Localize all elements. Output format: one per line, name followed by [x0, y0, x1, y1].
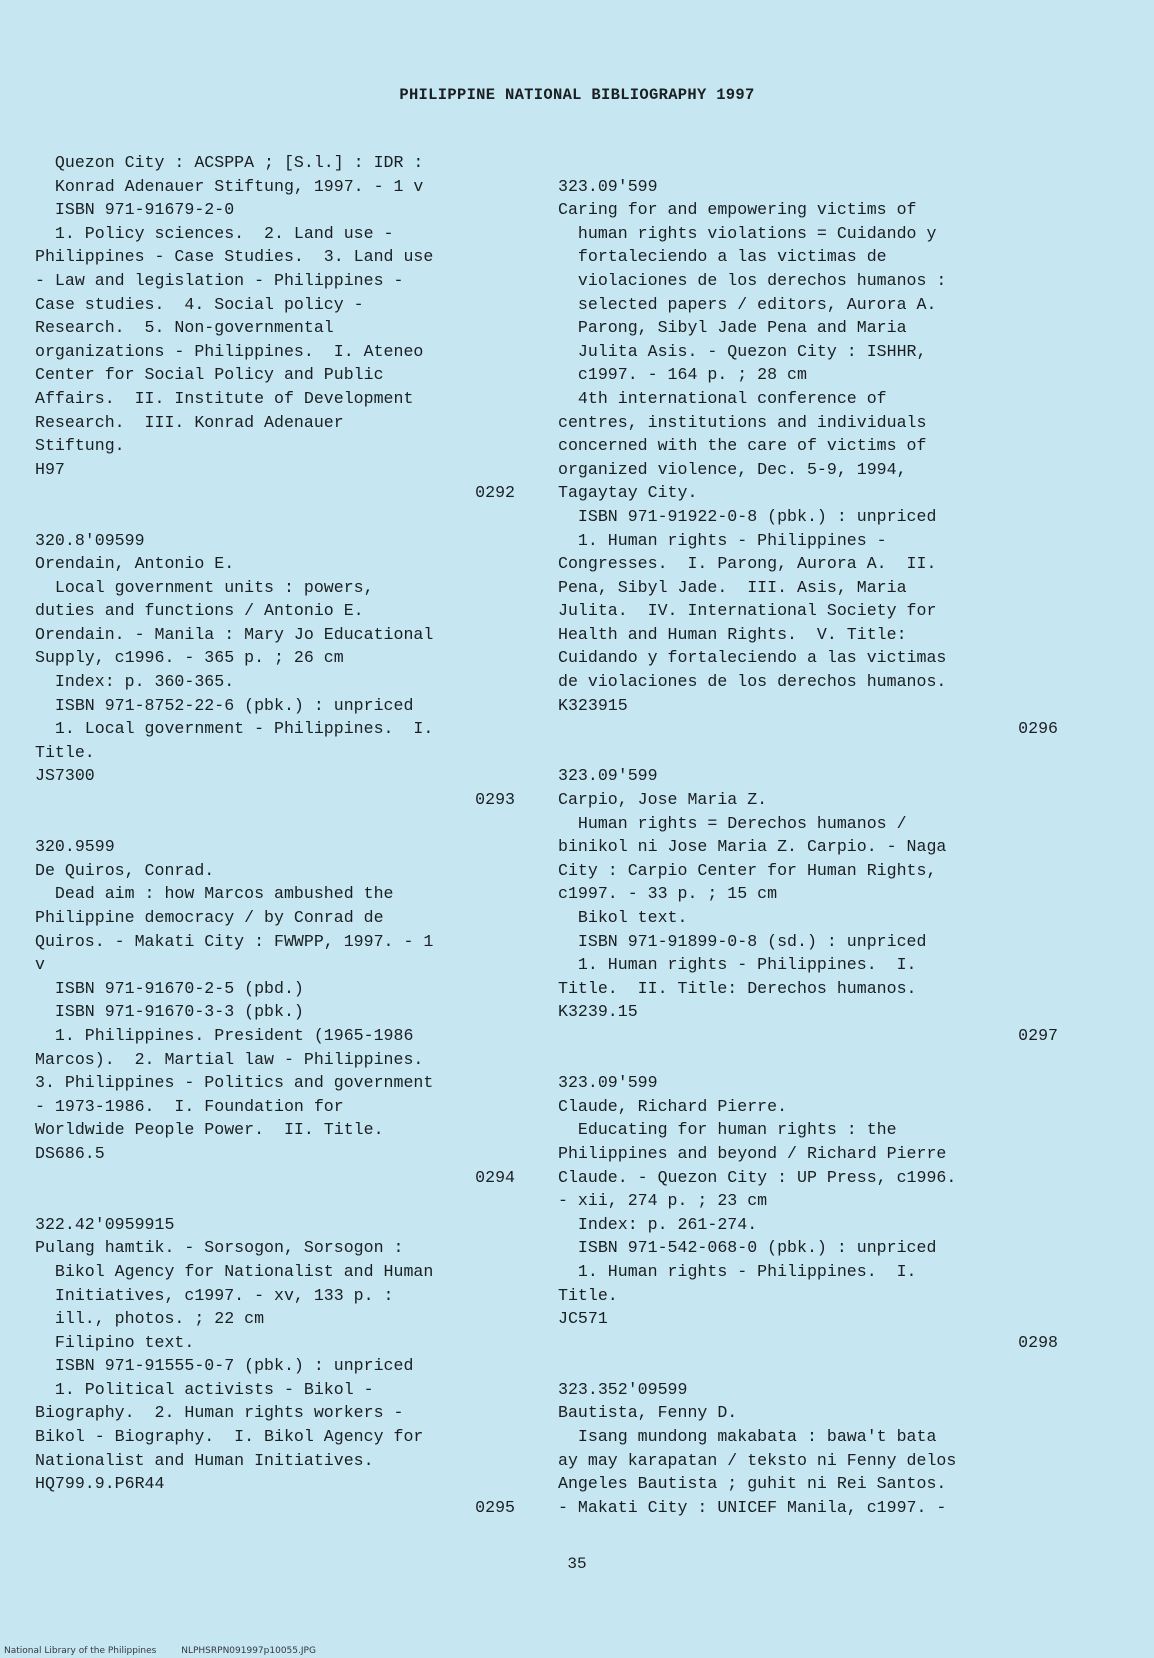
entry-line: Research. 5. Non-governmental [35, 318, 334, 338]
entry-line: Local government units : powers, [35, 577, 374, 597]
entry-line: Pena, Sibyl Jade. III. Asis, Maria [558, 577, 907, 597]
entry-number: 0298 [1018, 1332, 1058, 1352]
entry-line: Bikol - Biography. I. Bikol Agency for [35, 1427, 424, 1447]
entry-line: 3. Philippines - Politics and government [35, 1073, 434, 1093]
entry-number: 0297 [1018, 1025, 1058, 1045]
entry-line: organized violence, Dec. 5-9, 1994, [558, 459, 907, 479]
entry-line: centres, institutions and individuals [558, 412, 927, 432]
right-column [558, 151, 1058, 1519]
entry-line: Biography. 2. Human rights workers - [35, 1403, 404, 1423]
entry-line: Parong, Sibyl Jade Pena and Maria [558, 318, 907, 338]
entry-line: Bikol Agency for Nationalist and Human [35, 1261, 434, 1281]
entry-line: v [35, 955, 45, 975]
entry-line: Index: p. 360-365. [35, 672, 235, 692]
entry-line: ISBN 971-91670-3-3 (pbk.) [35, 1002, 304, 1022]
entry-line: JS7300 [35, 766, 95, 786]
entry-line: ISBN 971-91555-0-7 (pbk.) : unpriced [35, 1356, 414, 1376]
entry-number: 0296 [1018, 719, 1058, 739]
entry-line: 320.9599 [35, 837, 115, 857]
entry-separator [35, 1189, 515, 1213]
entry-line: Claude, Richard Pierre. [558, 1096, 788, 1116]
entry-line: 1. Human rights - Philippines - [558, 530, 887, 550]
entry-line: 323.09'599 [558, 1073, 658, 1093]
entry-line: c1997. - 164 p. ; 28 cm [558, 365, 807, 385]
entry-number: 0292 [475, 483, 515, 503]
entry-line: ISBN 971-91670-2-5 (pbd.) [35, 978, 304, 998]
entry-line: Initiatives, c1997. - xv, 133 p. : [35, 1285, 394, 1305]
entry-line: Angeles Bautista ; guhit ni Rei Santos. [558, 1474, 947, 1494]
entry-line: - Law and legislation - Philippines - [35, 270, 404, 290]
entry-line: Bikol text. [558, 908, 688, 927]
entry-line: 4th international conference of [558, 388, 887, 408]
entry-line: ISBN 971-8752-22-6 (pbk.) : unpriced [35, 695, 414, 715]
entry-line: Research. III. Konrad Adenauer [35, 412, 344, 432]
entry-line: K323915 [558, 695, 628, 715]
entry-line: Health and Human Rights. V. Title: [558, 624, 907, 644]
entry-line: K3239.15 [558, 1002, 638, 1022]
entry-line: Dead aim : how Marcos ambushed the [35, 884, 394, 904]
entry-separator [558, 1048, 1058, 1072]
entry-line: Affairs. II. Institute of Development [35, 388, 414, 408]
entry-line: Tagaytay City. [558, 483, 698, 503]
entry-line: Filipino text. [35, 1332, 195, 1352]
entry-line: - 1973-1986. I. Foundation for [35, 1096, 344, 1116]
entry-line: Case studies. 4. Social policy - [35, 294, 364, 314]
page-number: 35 [567, 1555, 587, 1573]
entry-line: ISBN 971-542-068-0 (pbk.) : unpriced [558, 1238, 937, 1258]
entry-line: Julita Asis. - Quezon City : ISHHR, [558, 341, 927, 361]
entry-line: Center for Social Policy and Public [35, 365, 384, 385]
entry-line: Human rights = Derechos humanos / [558, 813, 907, 833]
entry-line: Educating for human rights : the [558, 1120, 897, 1140]
entry-line: Quiros. - Makati City : FWWPP, 1997. - 1 [35, 931, 434, 951]
entry-line: 1. Policy sciences. 2. Land use - [35, 223, 394, 243]
entry-line: Philippine democracy / by Conrad de [35, 908, 384, 927]
entry-number: 0294 [475, 1167, 515, 1187]
entry-number: 0293 [475, 790, 515, 810]
entry-line: Cuidando y fortaleciendo a las victimas [558, 648, 947, 668]
entry-line: JC571 [558, 1309, 608, 1329]
entry-line: Congresses. I. Parong, Aurora A. II. [558, 554, 937, 574]
entry-line: Julita. IV. International Society for [558, 601, 937, 621]
entry-line: Philippines - Case Studies. 3. Land use [35, 247, 434, 267]
entry-line: De Quiros, Conrad. [35, 860, 215, 880]
entry-line: organizations - Philippines. I. Ateneo [35, 341, 424, 361]
entry-line: 1. Political activists - Bikol - [35, 1379, 374, 1399]
entry-line: 323.352'09599 [558, 1379, 688, 1399]
entry-line: Stiftung. [35, 436, 125, 456]
entry-line: Marcos). 2. Martial law - Philippines. [35, 1049, 424, 1069]
entry-line: de violaciones de los derechos humanos. [558, 672, 947, 692]
entry-line: ISBN 971-91899-0-8 (sd.) : unpriced [558, 931, 927, 951]
entry-line: City : Carpio Center for Human Rights, [558, 860, 937, 880]
entry-line: c1997. - 33 p. ; 15 cm [558, 884, 778, 904]
entry-line: duties and functions / Antonio E. [35, 601, 364, 621]
entry-line: Quezon City : ACSPPA ; [S.l.] : IDR : [35, 153, 424, 172]
footer-file: NLPHSRPN091997p10055.JPG [181, 1646, 316, 1656]
entry-line: Isang mundong makabata : bawa't bata [558, 1427, 937, 1447]
entry-line: Supply, c1996. - 365 p. ; 26 cm [35, 648, 344, 668]
entry-line: Nationalist and Human Initiatives. [35, 1450, 374, 1470]
entry-line: - xii, 274 p. ; 23 cm [558, 1191, 768, 1211]
entry-line: ISBN 971-91679-2-0 [35, 200, 235, 220]
entry-line: selected papers / editors, Aurora A. [558, 294, 937, 314]
entry-separator [35, 812, 515, 836]
left-column [35, 151, 515, 1519]
entry-line: violaciones de los derechos humanos : [558, 270, 947, 290]
entry-line: 1. Human rights - Philippines. I. [558, 955, 917, 975]
entry-line: HQ799.9.P6R44 [35, 1474, 165, 1494]
entry-line: concerned with the care of victims of [558, 436, 927, 456]
entry-line: DS686.5 [35, 1143, 105, 1163]
page-header: PHILIPPINE NATIONAL BIBLIOGRAPHY 1997 [399, 86, 755, 104]
entry-line: 320.8'09599 [35, 530, 145, 550]
entry-line: human rights violations = Cuidando y [558, 223, 937, 243]
entry-line: Title. [35, 742, 95, 762]
entry-line: Orendain. - Manila : Mary Jo Educational [35, 624, 434, 644]
entry-line: Claude. - Quezon City : UP Press, c1996. [558, 1167, 957, 1187]
entry-line: Carpio, Jose Maria Z. [558, 790, 768, 810]
entry-line: H97 [35, 459, 65, 479]
entry-line: - Makati City : UNICEF Manila, c1997. - [558, 1497, 947, 1517]
entry-line: Orendain, Antonio E. [35, 554, 235, 574]
entry-line: 323.09'599 [558, 176, 658, 196]
entry-line: 322.42'0959915 [35, 1214, 175, 1234]
entry-line: fortaleciendo a las victimas de [558, 247, 887, 267]
scan-footer [4, 1646, 338, 1656]
entry-line: Pulang hamtik. - Sorsogon, Sorsogon : [35, 1238, 404, 1258]
entry-separator [558, 1354, 1058, 1378]
entry-line: 1. Human rights - Philippines. I. [558, 1261, 917, 1281]
entry-separator [35, 505, 515, 529]
entry-line: ISBN 971-91922-0-8 (pbk.) : unpriced [558, 506, 937, 526]
entry-line: Caring for and empowering victims of [558, 200, 917, 220]
entry-line: Philippines and beyond / Richard Pierre [558, 1143, 947, 1163]
entry-number: 0295 [475, 1497, 515, 1517]
entry-line: Konrad Adenauer Stiftung, 1997. - 1 v [35, 176, 424, 196]
entry-line: binikol ni Jose Maria Z. Carpio. - Naga [558, 837, 947, 857]
entry-line: Bautista, Fenny D. [558, 1403, 738, 1423]
entry-line: ill., photos. ; 22 cm [35, 1309, 265, 1329]
entry-line: Worldwide People Power. II. Title. [35, 1120, 384, 1140]
entry-line: 1. Local government - Philippines. I. [35, 719, 434, 739]
entry-line: Title. II. Title: Derechos humanos. [558, 978, 917, 998]
entry-line: 323.09'599 [558, 766, 658, 786]
entry-separator [558, 741, 1058, 765]
entry-line: Title. [558, 1285, 618, 1305]
entry-separator [558, 151, 1058, 175]
entry-line: ay may karapatan / teksto ni Fenny delos [558, 1450, 957, 1470]
entry-line: 1. Philippines. President (1965-1986 [35, 1025, 414, 1045]
entry-line: Index: p. 261-274. [558, 1214, 758, 1234]
footer-library: National Library of the Philippines [4, 1646, 157, 1656]
